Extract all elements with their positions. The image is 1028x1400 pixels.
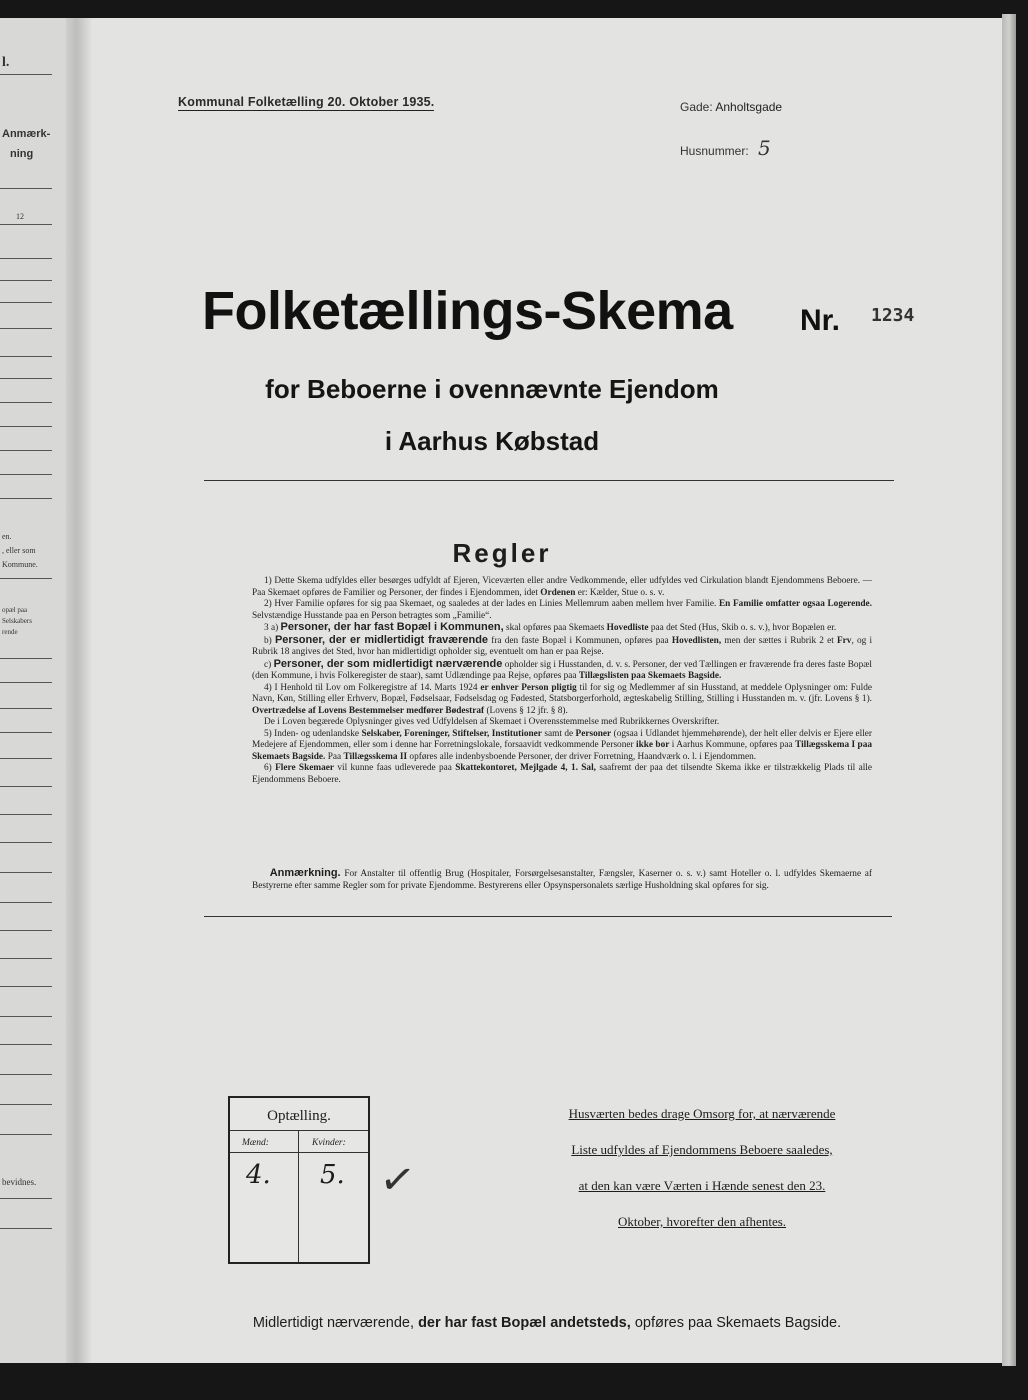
left-rule [0,1016,52,1017]
landlord-notice-line: Liste udfyldes af Ejendommens Beboere saaledes, [571,1142,833,1157]
left-fragment: en. [2,532,12,541]
divider [204,916,892,917]
left-rule [0,1104,52,1105]
left-rule [0,402,52,403]
left-rule [0,814,52,815]
left-rule [0,958,52,959]
book-gutter [66,18,92,1363]
landlord-notice-line: at den kan være Værten i Hænde senest den 23. [578,1178,826,1193]
left-rule [0,902,52,903]
left-rule [0,786,52,787]
left-rule [0,930,52,931]
remark-note [252,868,872,892]
left-rule [0,986,52,987]
left-rule [0,1044,52,1045]
rule-3c: c) Personer, der som midlertidigt nærværende opholder sig i Husstanden, d. v. s. Personer, der ved Tællingen er fraværende fra deres faste Bopæl (den Kommune, i hvis Folkeregister de staar), samt Udlændinge paa Rejse, opføres paa Tillægslisten paa Skemaets Bagside. [252,657,873,681]
left-fragment: 12 [16,212,24,221]
left-fragment: rende [2,628,18,636]
left-fragment: Anmærk- [2,128,51,140]
left-rule [0,842,52,843]
divider [204,480,894,481]
census-header: Kommunal Folketælling 20. Oktober 1935. [178,95,435,109]
left-rule [0,1228,52,1229]
form-subtitle: for Beboerne i ovennævnte Ejendom [265,374,719,404]
rule-3b: b) Personer, der er midlertidigt fraværende fra den faste Bopæl i Kommunen, opføres paa Hovedlisten, men der sættes i Rubrik 2 et Frv, og i Rubrik 18 angives det Sted, hvor han midlertidigt opholder sig, eventuelt om han er paa Rejse. [252,633,873,657]
left-fragment: Kommune. [2,560,38,569]
street-label: Gade: [680,100,713,114]
census-form-page [92,18,1004,1363]
form-subtitle-city: i Aarhus Købstad [384,426,600,456]
street-field [680,100,782,114]
left-rule [0,474,52,475]
left-fragment: , eller som [2,546,36,555]
remark-text: For Anstalter til offentlig Brug (Hospitaler, Forsørgelsesanstalter, Fængsler, Kaserner o. s. v.) samt Hoteller o. l. udfyldes Skemaerne af Bestyrerne efter samme Regler som for private Ejendomme. Bestyrerens eller Opsynspersonalets særlige Husholdning skal opføres for sig. [252,869,872,891]
left-fragment: ning [10,148,34,160]
form-number-stamp: 1234 [871,305,915,326]
page-edge [1002,14,1016,1366]
landlord-notice-line: Oktober, hvorefter den afhentes. [617,1214,787,1229]
form-title: Folketællings-Skema [202,281,733,341]
remark-label: Anmærkning. [269,867,341,879]
rule-5: 5) Inden- og udenlandske Selskaber, Foreninger, Stiftelser, Institutioner samt de Personer (ogsaa i Udlandet hjemmehørende), der helt eller delvis er Ejere eller Medejere af Ejendommen, eller som i denne har Forretningslokale, forsaavidt vedkommende Personer ikke bor i Aarhus Kommune, opføres paa Tillægsskema I paa Skemaets Bagside. Paa Tillægsskema II opføres alle indenbysboende Personer, der driver Forretning, Haandværk o. l. i Ejendommen. [252,728,873,762]
house-number-label: Husnummer: [680,144,749,158]
left-fragment: bevidnes. [2,1177,37,1187]
rule-1: 1) Dette Skema udfyldes eller besørges udfyldt af Ejeren, Viceværten eller andre Vedkommende, eller udfyldes ved Cirkulation blandt Ejendommens Beboere. — Paa Skemaet opføres de Familier og Personer, der findes i Ejendommen, idet Ordenen er: Kælder, Stue o. s. v. [252,576,872,598]
count-box-title: Optælling. [267,1108,331,1124]
form-number-label: Nr. [800,304,841,337]
rule-4-note: De i Loven begærede Oplysninger gives ved Udfyldelsen af Skemaet i Overensstemmelse med Rubrikkernes Overskrifter. [264,717,720,727]
count-box-rule [230,1152,368,1153]
left-fragment: l. [2,55,10,70]
house-number-field [680,136,771,160]
count-box-divider [298,1130,299,1262]
left-rule [0,378,52,379]
left-rule [0,872,52,873]
left-rule [0,1074,52,1075]
women-count: 5. [320,1160,345,1190]
left-rule [0,450,52,451]
house-number-value: 5 [758,136,771,160]
left-rule [0,426,52,427]
men-count: 4. [246,1160,271,1190]
left-rule [0,280,52,281]
rules-heading: Regler [452,538,552,568]
left-rule [0,498,52,499]
landlord-notice-line: Husværten bedes drage Omsorg for, at nærværende [568,1106,836,1121]
left-rule [0,758,52,759]
left-fragment: opæl paa [2,606,28,614]
rules-text [252,576,872,786]
left-rule [0,74,52,75]
checkmark-icon: ✓ [376,1152,419,1207]
left-rule [0,302,52,303]
left-rule [0,224,52,225]
footer-note: Midlertidigt nærværende, der har fast Bopæl andetsteds, opføres paa Skemaets Bagside. [252,1315,842,1331]
rule-4: 4) I Henhold til Lov om Folkeregistre af 14. Marts 1924 er enhver Person pligtig til for sig og Medlemmer af sin Husstand, at meddele Oplysninger om: Fulde Navn, Køn, Stilling eller Erhverv, Bopæl, Fødselsaar, Fødselsdag og Fødested, Statsborgerforhold, ægteskabelig Stilling, Stilling i Husstanden m. v. (jfr. Lovens § 1). Overtrædelse af Lovens Bestemmelser medfører Bødestraf (Lovens § 12 jfr. § 8). [252,682,872,716]
street-value: Anholtsgade [715,100,783,114]
left-rule [0,1134,52,1135]
left-rule [0,188,52,189]
left-page-fragment [0,18,66,1363]
left-fragment: Selskabers [2,617,32,625]
left-rule [0,732,52,733]
left-rule [0,328,52,329]
rule-6: 6) Flere Skemaer vil kunne faas udleverede paa Skattekontoret, Mejlgade 4, 1. Sal, saafremt der paa det tilsendte Skema ikke er tilstrækkelig Plads til alle Ejendommens Beboere. [252,763,873,785]
left-rule [0,258,52,259]
count-box [228,1096,370,1264]
rule-2: 2) Hver Familie opføres for sig paa Skemaet, og saaledes at der lades en Linies Mellemrum aaben mellem hver Familie. En Familie omfatter ogsaa Logerende. Selvstændige Husstande paa en Person betragtes som „Familie“. [252,599,872,621]
left-rule [0,1198,52,1199]
count-box-rule [230,1130,368,1131]
left-rule [0,682,52,683]
left-rule [0,356,52,357]
rule-3a: 3 a) Personer, der har fast Bopæl i Kommunen, skal opføres paa Skemaets Hovedliste paa det Sted (Hus, Skib o. s. v.), hvor Bopælen er. [264,621,837,633]
left-rule [0,708,52,709]
women-label: Kvinder: [312,1138,346,1148]
left-rule [0,658,52,659]
left-rule [0,578,52,579]
men-label: Mænd: [242,1138,269,1148]
